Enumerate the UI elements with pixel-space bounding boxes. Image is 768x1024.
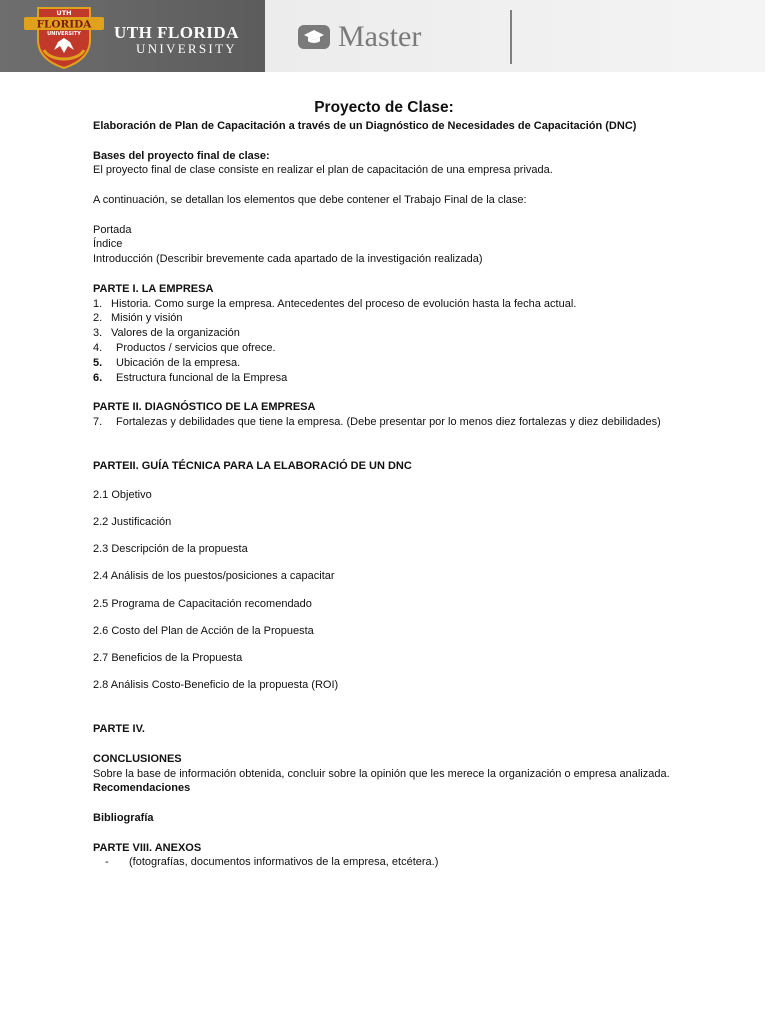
master-brand bbox=[298, 22, 421, 52]
document-title: Proyecto de Clase: bbox=[314, 99, 454, 116]
list-text: Valores de la organización bbox=[111, 327, 240, 340]
list-text: Productos / servicios que ofrece. bbox=[116, 341, 276, 354]
university-name-line2: UNIVERSITY bbox=[136, 41, 237, 56]
part3-item: 2.6 Costo del Plan de Acción de la Propuesta bbox=[93, 624, 314, 637]
annex-item bbox=[93, 855, 675, 870]
list-item bbox=[93, 371, 675, 386]
list-text: Estructura funcional de la Empresa bbox=[116, 371, 288, 384]
header-divider bbox=[510, 10, 512, 64]
part3-list bbox=[93, 488, 675, 692]
part1-list bbox=[93, 297, 675, 386]
list-number: 4. bbox=[93, 341, 103, 354]
part3-item: 2.8 Análisis Costo-Beneficio de la propuesta (ROI) bbox=[93, 678, 339, 691]
document-subtitle: Elaboración de Plan de Capacitación a través de un Diagnóstico de Necesidades de Capacitación (DNC) bbox=[93, 120, 637, 132]
bases-text: El proyecto final de clase consiste en realizar el plan de capacitación de una empresa privada. bbox=[93, 164, 553, 177]
university-crest-logo bbox=[22, 4, 106, 70]
part8-heading: PARTE VIII. ANEXOS bbox=[93, 841, 202, 854]
intro-text: A continuación, se detallan los elementos que debe contener el Trabajo Final de la clase: bbox=[93, 193, 527, 206]
list-number: 5. bbox=[93, 356, 103, 369]
part3-item: 2.4 Análisis de los puestos/posiciones a capacitar bbox=[93, 570, 335, 583]
header-banner bbox=[0, 0, 765, 72]
front-item-portada: Portada bbox=[93, 223, 132, 236]
list-text: Historia. Como surge la empresa. Antecedentes del proceso de evolución hasta la fecha actual. bbox=[111, 297, 577, 310]
conclusions-text: Sobre la base de información obtenida, concluir sobre la opinión que les merece la organización o empresa analizada. bbox=[93, 767, 670, 780]
list-item bbox=[93, 311, 675, 326]
university-name bbox=[114, 24, 239, 56]
list-text: Misión y visión bbox=[111, 312, 183, 325]
document-body bbox=[93, 98, 675, 870]
front-item-introduccion: Introducción (Describir brevemente cada apartado de la investigación realizada) bbox=[93, 253, 483, 266]
part3-heading: PARTEII. GUÍA TÉCNICA PARA LA ELABORACIÓ DE UN DNC bbox=[93, 460, 412, 473]
master-label: Master bbox=[338, 20, 422, 53]
front-item-indice: Índice bbox=[93, 238, 123, 251]
university-name-line1: UTH FLORIDA bbox=[114, 23, 239, 42]
recommendations-heading: Recomendaciones bbox=[93, 782, 191, 795]
part2-list bbox=[93, 415, 675, 430]
list-text: Fortalezas y debilidades que tiene la empresa. (Debe presentar por lo menos diez fortalezas y diez debilidades) bbox=[116, 415, 661, 428]
part2-heading: PARTE II. DIAGNÓSTICO DE LA EMPRESA bbox=[93, 401, 316, 414]
list-item bbox=[93, 326, 675, 341]
list-item bbox=[93, 297, 675, 312]
conclusions-heading: CONCLUSIONES bbox=[93, 752, 182, 765]
list-text: Ubicación de la empresa. bbox=[116, 356, 241, 369]
part3-item: 2.7 Beneficios de la Propuesta bbox=[93, 651, 243, 664]
list-number: 2. bbox=[93, 312, 103, 325]
crest-top-text: UTH bbox=[56, 9, 72, 17]
crest-band-text: FLORIDA bbox=[36, 18, 92, 31]
part1-heading: PARTE I. LA EMPRESA bbox=[93, 282, 214, 295]
part3-item: 2.3 Descripción de la propuesta bbox=[93, 543, 248, 556]
crest-bottom-text: UNIVERSITY bbox=[47, 31, 81, 37]
annex-text: (fotografías, documentos informativos de la empresa, etcétera.) bbox=[129, 856, 439, 869]
part4-heading: PARTE IV. bbox=[93, 723, 145, 736]
list-number: 7. bbox=[93, 415, 103, 428]
bibliography-heading: Bibliografía bbox=[93, 811, 154, 824]
list-number: 1. bbox=[93, 297, 103, 310]
annex-marker: - bbox=[105, 856, 109, 869]
bases-heading: Bases del proyecto final de clase: bbox=[93, 149, 270, 162]
list-number: 3. bbox=[93, 327, 103, 340]
list-item bbox=[93, 415, 675, 430]
list-item bbox=[93, 341, 675, 356]
part3-item: 2.5 Programa de Capacitación recomendado bbox=[93, 597, 312, 610]
list-number: 6. bbox=[93, 371, 103, 384]
part3-item: 2.2 Justificación bbox=[93, 516, 172, 529]
part3-item: 2.1 Objetivo bbox=[93, 489, 152, 502]
list-item bbox=[93, 356, 675, 371]
graduation-cap-icon bbox=[298, 25, 330, 49]
